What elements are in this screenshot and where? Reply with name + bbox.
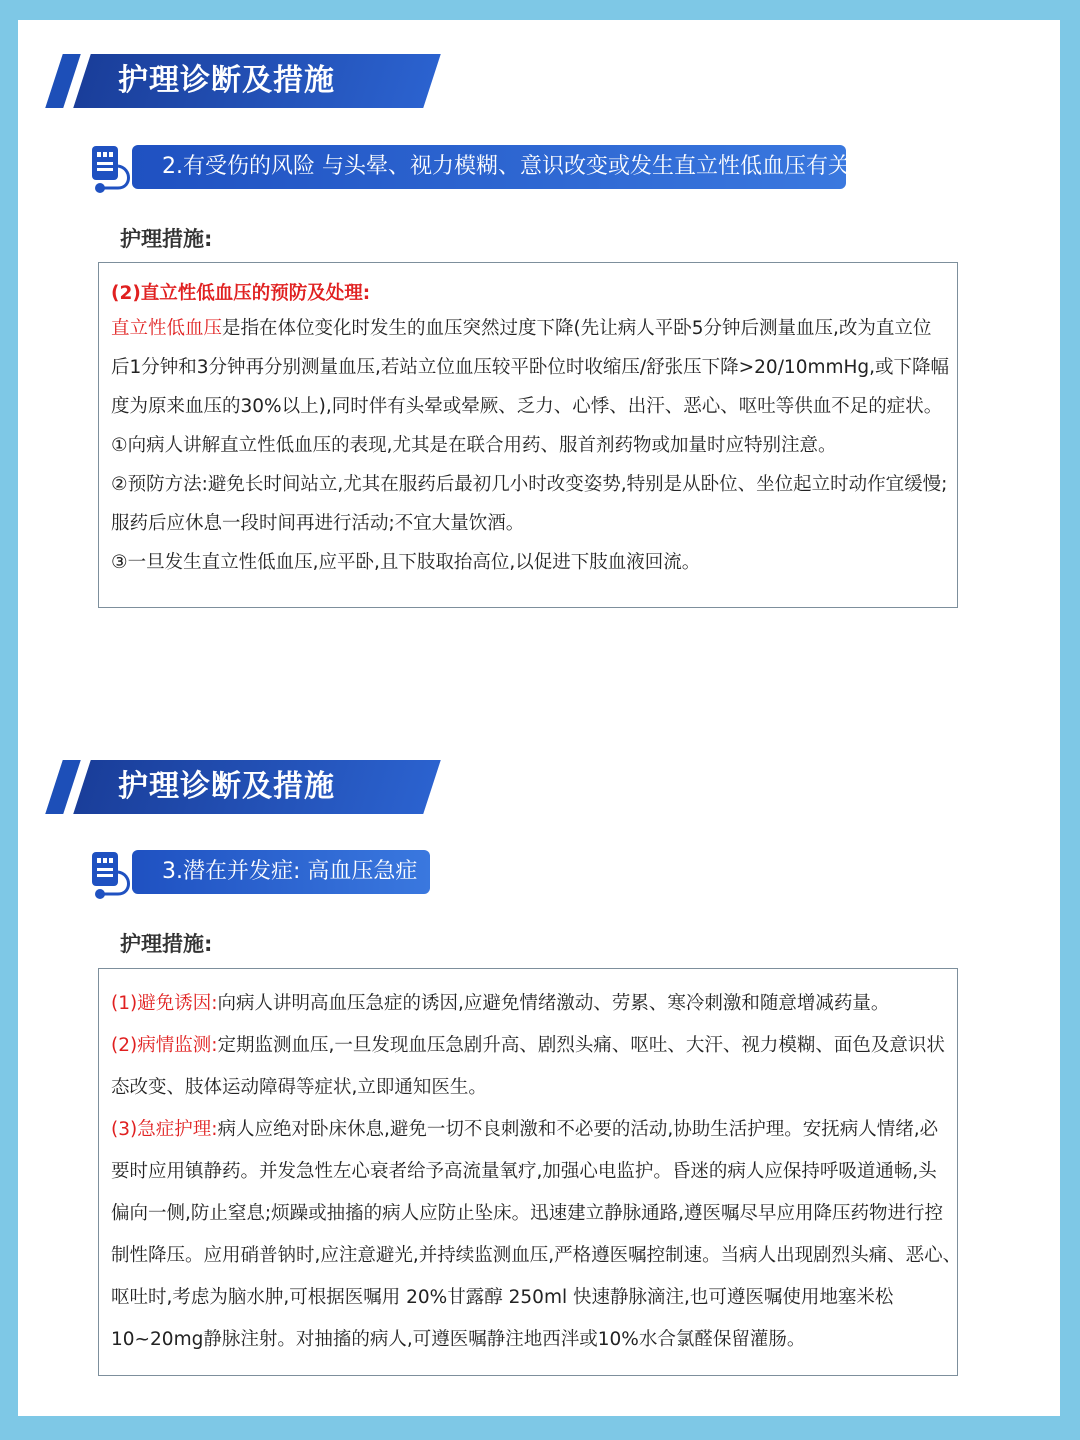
definition-text: 是指在体位变化时发生的血压突然过度下降(先让病人平卧5分钟后测量血压,改为直立位	[222, 318, 932, 339]
measure-heading: (2)直立性低血压的预防及处理:	[111, 283, 371, 304]
section-banner	[54, 54, 440, 108]
paragraph-line: 要时应用镇静药。并发急性左心衰者给予高流量氧疗,加强心电监护。昏迷的病人应保持呼吸道通畅,头	[111, 1161, 937, 1182]
definition-line: 度为原来血压的30%以上),同时伴有头晕或晕厥、乏力、心悸、出汗、恶心、呕吐等供血不足的症状。	[111, 396, 943, 417]
measures-label: 护理措施:	[120, 227, 213, 251]
measure-item-3: ③一旦发生直立性低血压,应平卧,且下肢取抬高位,以促进下肢血液回流。	[111, 552, 701, 573]
page-card	[18, 20, 1060, 1416]
section-banner	[54, 760, 440, 814]
paragraph-line: 制性降压。应用硝普钠时,应注意避光,并持续监测血压,严格遵医嘱控制速。当病人出现剧烈头痛、恶心、	[111, 1245, 962, 1266]
paragraph-line: 10~20mg静脉注射。对抽搐的病人,可遵医嘱静注地西泮或10%水合氯醛保留灌肠。	[111, 1329, 806, 1350]
paragraph-text: 病人应绝对卧床休息,避免一切不良刺激和不必要的活动,协助生活护理。安抚病人情绪,必	[217, 1119, 939, 1140]
definition-line	[111, 309, 945, 348]
measure-paragraph-1	[111, 983, 945, 1025]
blood-pressure-monitor-icon	[88, 850, 134, 902]
content-box	[98, 968, 962, 1376]
definition-term: 直立性低血压	[111, 318, 223, 339]
paragraph-label: (3)急症护理:	[111, 1119, 218, 1140]
paragraph-line: 态改变、肢体运动障碍等症状,立即通知医生。	[111, 1077, 487, 1098]
measure-item-1: ①向病人讲解直立性低血压的表现,尤其是在联合用药、服首剂药物或加量时应特别注意。	[111, 435, 837, 456]
content-box	[98, 262, 958, 608]
paragraph-text: 向病人讲明高血压急症的诱因,应避免情绪激动、劳累、寒冷刺激和随意增减药量。	[217, 993, 890, 1014]
measure-item-2: ②预防方法:避免长时间站立,尤其在服药后最初几小时改变姿势,特别是从卧位、坐位起立时动作宜缓慢;	[111, 474, 948, 495]
measure-item-2-cont: 服药后应休息一段时间再进行活动;不宜大量饮酒。	[111, 513, 525, 534]
measure-paragraph-3	[111, 1109, 945, 1151]
blood-pressure-monitor-icon	[88, 144, 134, 196]
paragraph-label: (2)病情监测:	[111, 1035, 218, 1056]
paragraph-label: (1)避免诱因:	[111, 993, 218, 1014]
measures-label: 护理措施:	[120, 932, 213, 956]
section-title: 护理诊断及措施	[118, 63, 335, 98]
diagnosis-subtitle	[132, 145, 850, 189]
paragraph-line: 偏向一侧,防止窒息;烦躁或抽搐的病人应防止坠床。迅速建立静脉通路,遵医嘱尽早应用降压药物进行控	[111, 1203, 943, 1224]
paragraph-line: 呕吐时,考虑为脑水肿,可根据医嘱用 20%甘露醇 250ml 快速静脉滴注,也可遵医嘱使用地塞米松	[111, 1287, 894, 1308]
paragraph-text: 定期监测血压,一旦发现血压急剧升高、剧烈头痛、呕吐、大汗、视力模糊、面色及意识状	[217, 1035, 945, 1056]
definition-line: 后1分钟和3分钟再分别测量血压,若站立位血压较平卧位时收缩压/舒张压下降>20/10mmHg,或下降幅	[111, 357, 950, 378]
diagnosis-subtitle-text: 3.潜在并发症: 高血压急症	[162, 859, 418, 884]
measure-paragraph-2	[111, 1025, 945, 1067]
section-title: 护理诊断及措施	[118, 769, 335, 804]
diagnosis-subtitle	[132, 850, 430, 894]
diagnosis-subtitle-text: 2.有受伤的风险 与头晕、视力模糊、意识改变或发生直立性低血压有关	[162, 154, 850, 179]
